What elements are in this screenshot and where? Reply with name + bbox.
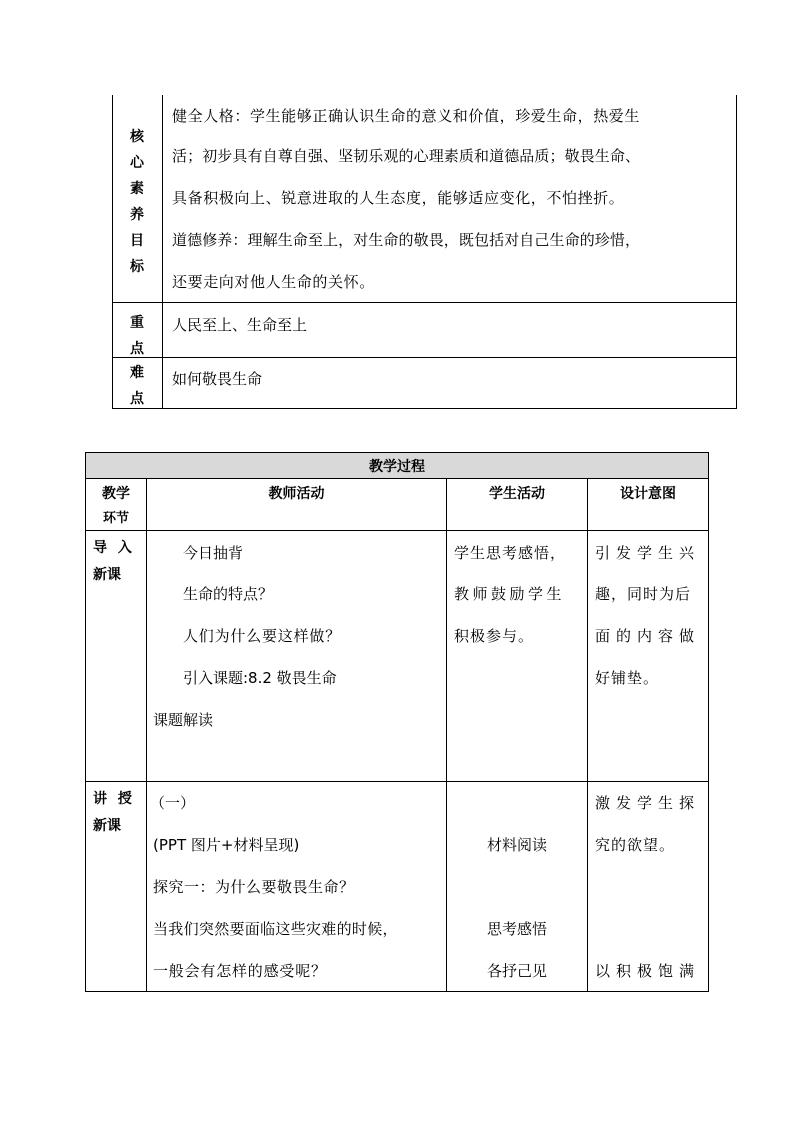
teaching-process-title: 教学过程 — [369, 459, 425, 475]
difficulty-content: 如何敬畏生命 — [172, 370, 263, 388]
stage-lecture-line1: 讲 授 — [93, 791, 135, 807]
header-student: 学生活动 — [489, 486, 545, 502]
stage-lecture-line2: 新课 — [93, 818, 121, 834]
core-literacy-label: 核 心 素 养 目 标 — [130, 129, 144, 275]
key-point-label: 重 点 — [130, 315, 144, 357]
stage-intro-line2: 新课 — [93, 567, 121, 583]
stage-intro-line1: 导 入 — [93, 540, 135, 556]
header-design: 设计意图 — [620, 486, 676, 502]
difficulty-label: 难 点 — [130, 365, 144, 407]
header-teacher: 教师活动 — [268, 486, 325, 502]
key-point-content: 人民至上、生命至上 — [172, 316, 308, 334]
header-stage-line2: 环节 — [102, 511, 129, 526]
header-stage-line1: 教学 — [102, 486, 130, 502]
